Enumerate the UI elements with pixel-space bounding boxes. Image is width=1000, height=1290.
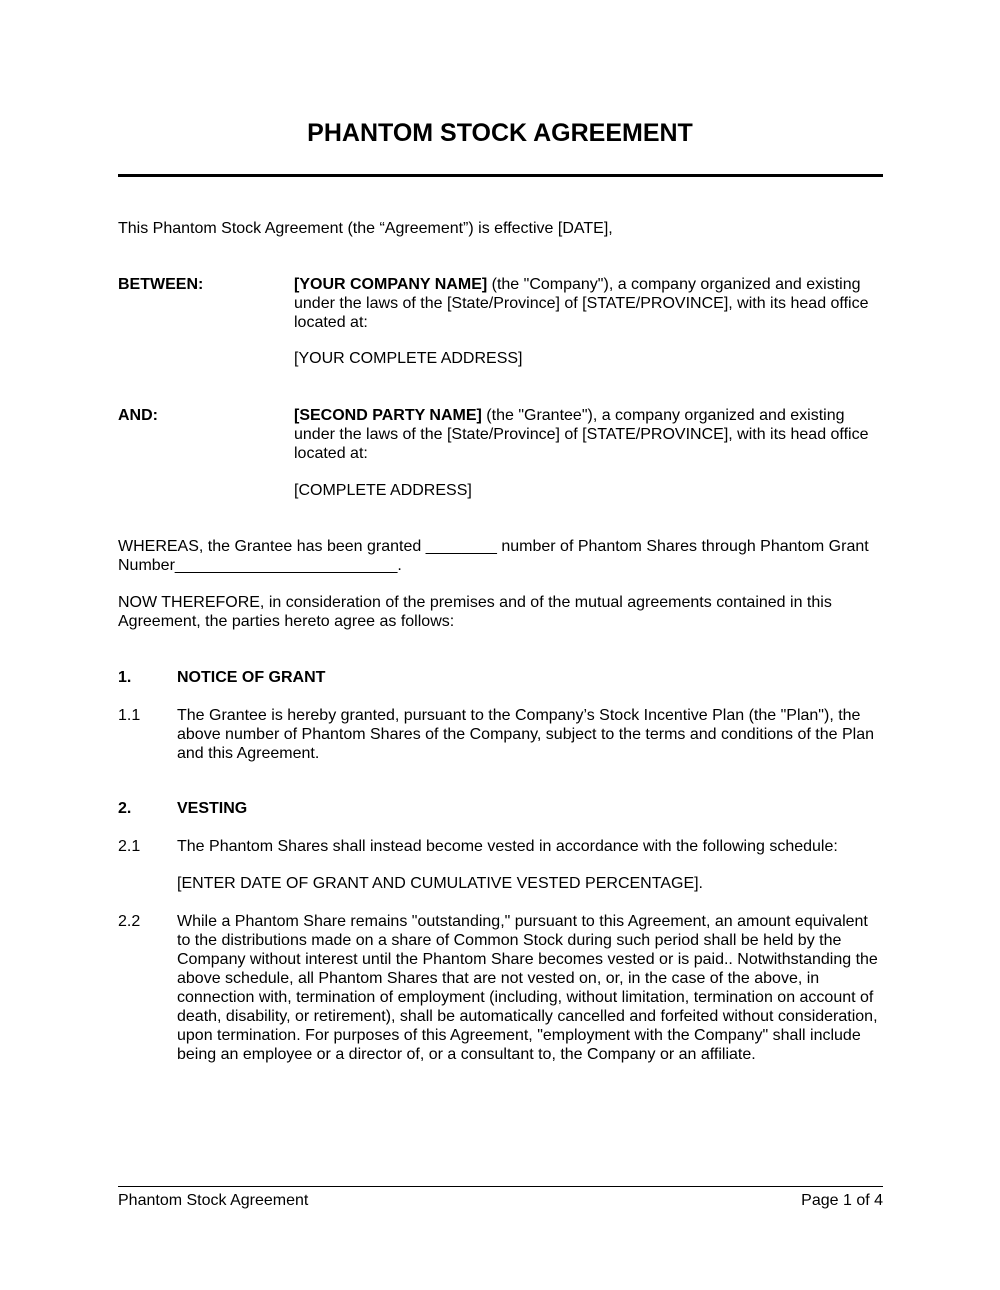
footer-page-number: Page 1 of 4 — [801, 1192, 883, 1209]
party-between-address: [YOUR COMPLETE ADDRESS] — [294, 350, 523, 367]
party-between-name: [YOUR COMPANY NAME] — [294, 276, 488, 293]
clause-1-1-text: The Grantee is hereby granted, pursuant to the Company’s Stock Incentive Plan (the "Plan"), the above number of Phantom Shares of the Company, subject to the terms and conditions of the Plan and this Agreement. — [177, 707, 874, 762]
section-1-title: NOTICE OF GRANT — [177, 669, 326, 686]
party-and-name: [SECOND PARTY NAME] — [294, 407, 482, 424]
party-between-description — [294, 275, 884, 332]
party-and-label: AND: — [118, 407, 158, 424]
section-1-number: 1. — [118, 669, 132, 686]
clause-2-1-text: The Phantom Shares shall instead become vested in accordance with the following schedule: — [177, 838, 838, 855]
party-between-label: BETWEEN: — [118, 276, 204, 293]
clause-2-2-number: 2.2 — [118, 913, 141, 930]
section-2-title: VESTING — [177, 800, 248, 817]
document-title: PHANTOM STOCK AGREEMENT — [307, 119, 693, 147]
clause-2-2-text: While a Phantom Share remains "outstanding," pursuant to this Agreement, an amount equivalent to the distributions made on a share of Common Stock during such period shall be held by the Company without interest until the Phantom Share becomes vested or is paid.. Notwithstanding the above schedule, all Phantom Shares that are not vested on, or, in the case of the above, in connection with, termination of employment (including, without limitation, termination on account of death, disability, or retirement), shall be automatically cancelled and forfeited without consideration, upon termination. For purposes of this Agreement, "employment with the Company" shall include being an employee or a director of, or a consultant to, the Company or an affiliate. — [177, 913, 878, 1063]
footer-document-name: Phantom Stock Agreement — [118, 1192, 309, 1209]
title-divider — [118, 174, 883, 177]
clause-2-1-note: [ENTER DATE OF GRANT AND CUMULATIVE VESTED PERCENTAGE]. — [177, 875, 703, 892]
whereas-paragraph: WHEREAS, the Grantee has been granted ________ number of Phantom Shares through Phantom Grant Number_________________________. — [118, 538, 869, 574]
section-2-number: 2. — [118, 800, 132, 817]
clause-2-1-number: 2.1 — [118, 838, 141, 855]
party-between-text: (the "Company"), a company organized and existing under the laws of the [State/Province] of [STATE/PROVINCE], with its head office located at: — [294, 276, 869, 331]
party-and-address: [COMPLETE ADDRESS] — [294, 482, 472, 499]
intro-paragraph: This Phantom Stock Agreement (the “Agreement”) is effective [DATE], — [118, 220, 613, 237]
now-therefore-paragraph: NOW THEREFORE, in consideration of the premises and of the mutual agreements contained in this Agreement, the parties hereto agree as follows: — [118, 594, 832, 630]
clause-1-1-number: 1.1 — [118, 707, 141, 724]
party-and-description — [294, 406, 884, 463]
footer-divider — [118, 1186, 883, 1187]
party-and-text: (the "Grantee"), a company organized and existing under the laws of the [State/Province] of [STATE/PROVINCE], with its head office located at: — [294, 407, 869, 462]
